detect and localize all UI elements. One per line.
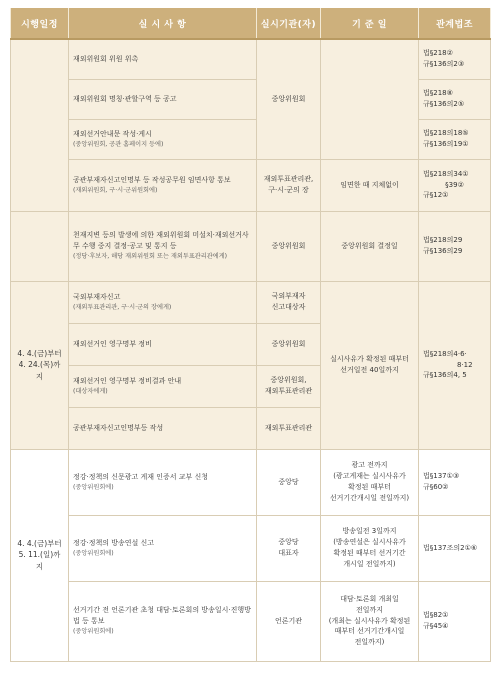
law-text: 법§218의29	[423, 236, 463, 245]
table-row	[11, 281, 491, 323]
item-subtext: (중앙위원회, 공관 홈페이지 등에)	[73, 140, 164, 148]
item-cell	[69, 39, 257, 79]
agency-cell	[257, 581, 321, 661]
agency-text: 중앙당	[278, 538, 299, 547]
schedule-start: 4. 4.(금)부터	[17, 348, 62, 358]
item-cell	[69, 159, 257, 211]
table-row	[11, 79, 491, 119]
table-row	[11, 211, 491, 281]
agency-text: 중앙당	[278, 477, 299, 486]
law-cell	[419, 159, 491, 211]
standard-cell	[321, 449, 419, 515]
item-text: 정강·정책의 신문광고 게재 인증서 교부 신청	[73, 472, 209, 481]
agency-cell	[257, 323, 321, 365]
table-row	[11, 581, 491, 661]
standard-text: (방송연설은 실시사유가	[333, 538, 406, 547]
schedule-table	[10, 8, 491, 662]
item-subtext: (중앙위원회에)	[73, 483, 114, 491]
schedule-cell	[11, 39, 69, 211]
law-cell	[419, 211, 491, 281]
standard-cell	[321, 515, 419, 581]
law-text: 법§218의18⑤	[423, 129, 469, 138]
schedule-cell	[11, 211, 69, 281]
agency-text: 국외부재자	[271, 292, 306, 301]
item-text: 공관부재자신고인명부 등 작성공무원 임면사항 통보	[73, 175, 231, 184]
agency-cell	[257, 281, 321, 323]
item-text: 재외선거인 영구명부 정비	[73, 339, 152, 348]
law-text: 규§136의2⑤	[423, 100, 465, 108]
law-text: 법§218의34①	[423, 169, 469, 178]
agency-cell: 중앙위원회	[257, 39, 321, 159]
schedule-end: 5. 11.(일)까지	[18, 550, 61, 571]
agency-text: 신고대상자	[271, 303, 306, 311]
law-text: 법§218②	[423, 49, 453, 58]
item-text: 국외부재자신고	[73, 292, 121, 301]
standard-cell	[321, 281, 419, 449]
table-row	[11, 159, 491, 211]
item-subtext: (정당·후보자, 해당 재외위원회 또는 재외투표관리관에게)	[73, 253, 228, 261]
header-standard-date: 기 준 일	[321, 8, 419, 39]
item-cell	[69, 79, 257, 119]
item-subtext: (재외위원회, 구·시·군위원회에)	[73, 186, 158, 194]
header-schedule: 시행일정	[11, 8, 69, 39]
law-text: 법§137조의2①⑥	[423, 543, 478, 552]
agency-text: 중앙위원회,	[270, 376, 307, 385]
law-cell	[419, 581, 491, 661]
law-text: 법§218의4·6·	[423, 349, 467, 358]
standard-text: 때부터 선거기간개시일	[334, 627, 405, 636]
law-cell	[419, 281, 491, 449]
item-subtext: (중앙위원회에)	[73, 549, 114, 557]
standard-text: 선거기간개시일 전일까지)	[329, 493, 410, 502]
table-row	[11, 39, 491, 79]
standard-text: 대담·토론회 개최일	[340, 594, 399, 603]
law-text: 8·12	[457, 360, 473, 369]
header-items: 실 시 사 항	[69, 8, 257, 39]
standard-text: 개시일 전일까지)	[343, 559, 396, 568]
law-cell	[419, 119, 491, 159]
item-text: 정강·정책의 방송연설 신고	[73, 538, 155, 547]
standard-text: 확정된 때부터 선거기간	[333, 549, 406, 557]
standard-text: 확정된 때부터	[348, 483, 391, 491]
item-subtext: (재외투표관리관, 구·시·군의 장에게)	[73, 303, 172, 311]
agency-cell	[257, 365, 321, 407]
item-subtext: (대상자에게)	[73, 387, 108, 395]
law-text: 규§136의19①	[423, 140, 469, 148]
law-text: 규§60②	[423, 483, 449, 491]
agency-cell	[257, 407, 321, 449]
header-row	[11, 8, 491, 39]
agency-cell: 중앙위원회	[257, 211, 321, 281]
standard-text: 실시사유가 확정된 때부터	[330, 355, 409, 364]
item-cell	[69, 323, 257, 365]
law-text: §39②	[445, 180, 464, 189]
standard-cell	[321, 39, 419, 159]
table-row	[11, 449, 491, 515]
law-text: 규§136의29	[423, 247, 463, 255]
item-cell	[69, 407, 257, 449]
table-row	[11, 119, 491, 159]
standard-cell	[321, 581, 419, 661]
item-cell	[69, 365, 257, 407]
standard-text: 전일까지)	[354, 638, 385, 647]
standard-cell: 임면한 때 지체없이	[321, 159, 419, 211]
schedule-start: 4. 4.(금)부터	[17, 538, 62, 548]
item-text: 천재지변 등의 발생에 의한 재외위원회 미설치·재외선거사무 수행 중지 결정·공고 및 통지 등	[73, 231, 249, 251]
law-cell	[419, 79, 491, 119]
table-row	[11, 515, 491, 581]
schedule-cell	[11, 449, 69, 661]
standard-text: 선거일전 40일까지	[340, 366, 399, 374]
item-cell	[69, 449, 257, 515]
law-text: 규§136의2③	[423, 60, 465, 69]
header-law: 관계법조	[419, 8, 491, 39]
agency-cell	[257, 515, 321, 581]
standard-text: 광고 전까지	[351, 461, 388, 470]
agency-text: 대표자	[278, 549, 299, 557]
law-text: 규§12①	[423, 191, 449, 200]
agency-cell	[257, 449, 321, 515]
item-cell	[69, 211, 257, 281]
item-text: 재외선거인 영구명부 정비결과 안내	[73, 376, 182, 385]
agency-text: 재외투표관리관	[264, 423, 313, 432]
law-text: 법§218⑧	[423, 89, 453, 98]
header-agency: 실시기관(자)	[257, 8, 321, 39]
standard-text: 전일까지	[355, 605, 384, 614]
item-cell	[69, 581, 257, 661]
agency-text: 재외투표관리관	[264, 387, 313, 395]
law-text: 법§82①	[423, 611, 449, 620]
law-cell	[419, 39, 491, 79]
schedule-end: 4. 24.(목)까지	[18, 360, 61, 381]
item-cell	[69, 119, 257, 159]
law-text: 법§137①③	[423, 472, 460, 481]
standard-text: (광고게재는 실시사유가	[333, 472, 406, 481]
item-text: 선거기간 전 언론기관 초청 대담·토론회의 방송일시·진행방법 등 통보	[73, 606, 251, 626]
schedule-cell	[11, 281, 69, 449]
item-text: 재외선거안내문 작성·게시	[73, 129, 152, 138]
item-text: 공관부재자신고인명부등 작성	[73, 423, 164, 432]
standard-text: 방송일전 3일까지	[342, 527, 397, 536]
item-cell	[69, 515, 257, 581]
standard-cell: 중앙위원회 결정일	[321, 211, 419, 281]
agency-text: 중앙위원회	[271, 339, 306, 348]
item-subtext: (중앙위원회에)	[73, 628, 114, 636]
item-text: 재외위원회 명칭·관할구역 등 공고	[73, 94, 177, 103]
law-text: 규§136의4, 5	[423, 371, 467, 380]
law-text: 규§45④	[423, 622, 449, 630]
law-cell	[419, 515, 491, 581]
agency-cell: 재외투표관리관, 구·시·군의 장	[257, 159, 321, 211]
standard-text: (개최는 실시사유가 확정된	[328, 616, 411, 625]
law-cell	[419, 449, 491, 515]
item-text: 재외위원회 위원 위촉	[73, 54, 139, 63]
agency-text: 언론기관	[274, 616, 303, 625]
item-cell	[69, 281, 257, 323]
